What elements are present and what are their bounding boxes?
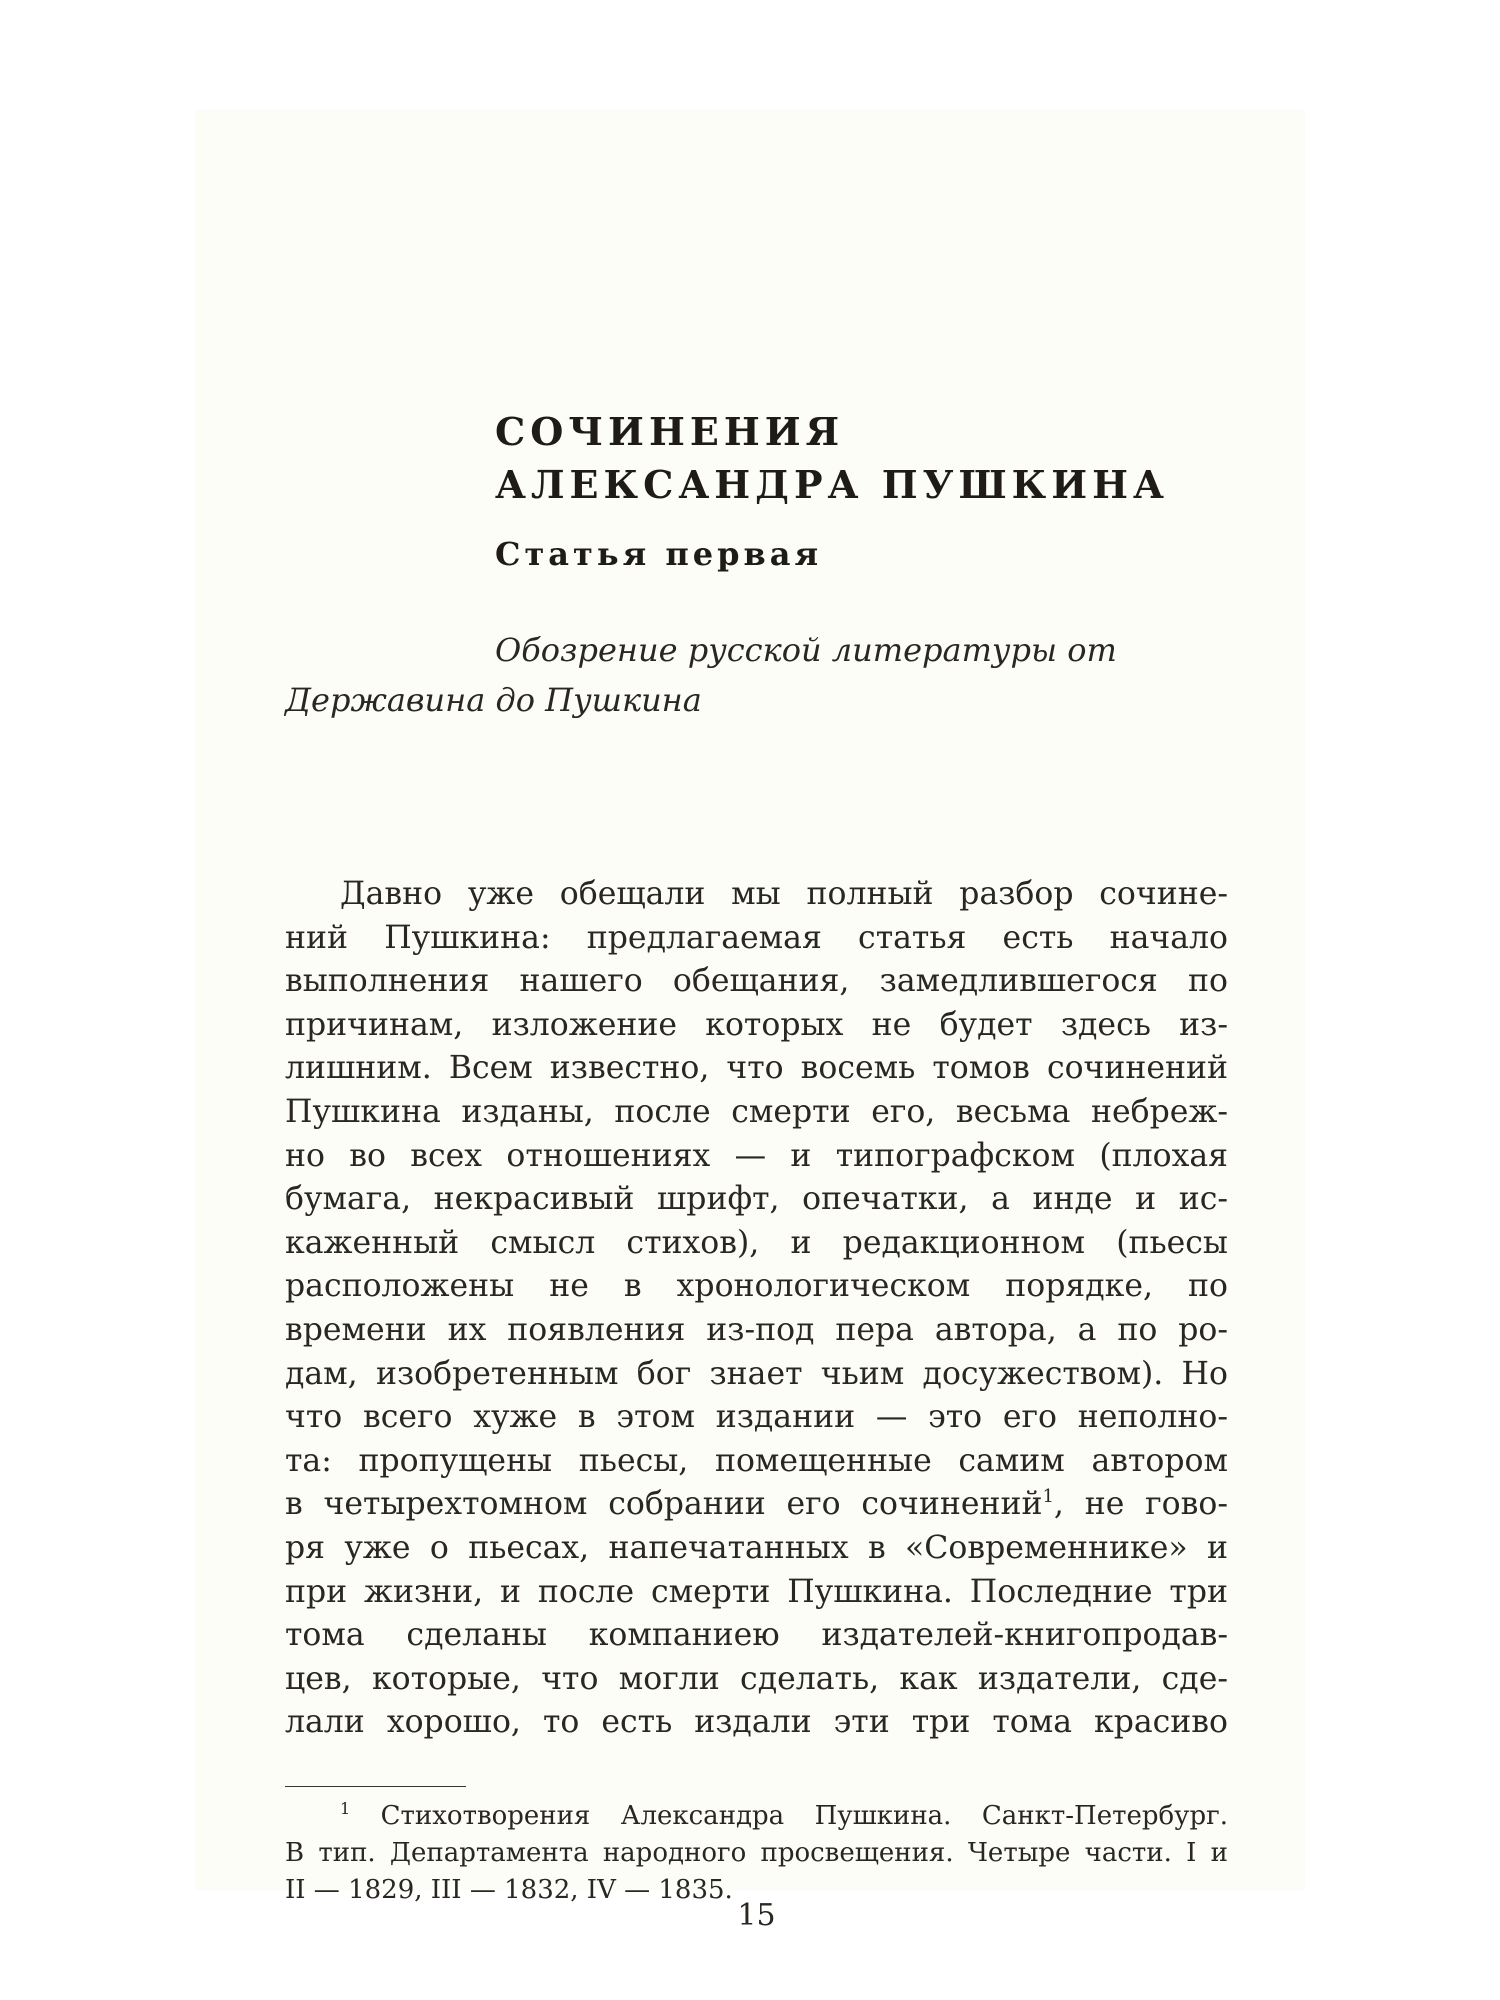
chapter-title-line-1: СОЧИНЕНИЯ bbox=[495, 409, 845, 454]
body-line: лишним. Всем известно, что восемь томов сочинений bbox=[285, 1050, 1228, 1087]
body-line: ний Пушкина: предлагаемая статья есть начало bbox=[285, 919, 1228, 956]
body-line: Давно уже обещали мы полный разбор сочине- bbox=[340, 876, 1228, 912]
body-line: но во всех отношениях — и типографском (плохая bbox=[285, 1137, 1228, 1174]
body-line: Пушкина изданы, после смерти его, весьма небреж- bbox=[285, 1093, 1228, 1130]
body-line: та: пропущены пьесы, помещенные самим автором bbox=[285, 1442, 1228, 1479]
footnote-marker: 1 bbox=[340, 1799, 351, 1818]
footnote-reference[interactable]: 1 bbox=[1042, 1486, 1054, 1508]
body-line: лали хорошо, то есть издали эти три тома красиво bbox=[285, 1704, 1228, 1741]
page-number: 15 bbox=[737, 1898, 776, 1933]
body-line: каженный смысл стихов), и редакционном (пьесы bbox=[285, 1224, 1228, 1261]
body-line: дам, изобретенным бог знает чьим досужеством). Но bbox=[285, 1355, 1228, 1392]
chapter-subtitle: Статья первая bbox=[495, 535, 823, 573]
epigraph-line-1: Обозрение русской литературы от bbox=[495, 631, 1117, 669]
footnote bbox=[285, 1798, 1228, 1909]
footnote-text: Стихотворения Александра Пушкина. Санкт-Петербург. bbox=[380, 1801, 1228, 1831]
footnote-line-3: II — 1829, III — 1832, IV — 1835. bbox=[285, 1875, 733, 1905]
body-line: при жизни, и после смерти Пушкина. Последние три bbox=[285, 1573, 1228, 1610]
chapter-title-line-2: АЛЕКСАНДРА ПУШКИНА bbox=[495, 462, 1169, 507]
body-line-suffix: , не гово- bbox=[1053, 1486, 1228, 1523]
body-line: тома сделаны компаниею издателей-книгопродав- bbox=[285, 1617, 1228, 1654]
book-page bbox=[195, 110, 1305, 1933]
body-line: ря уже о пьесах, напечатанных в «Современнике» и bbox=[285, 1529, 1228, 1566]
body-line: бумага, некрасивый шрифт, опечатки, а инде и ис- bbox=[285, 1181, 1228, 1218]
chapter-title bbox=[495, 405, 1169, 511]
body-line: времени их появления из-под пера автора, а по ро- bbox=[285, 1311, 1228, 1348]
body-line: причинам, изложение которых не будет здесь из- bbox=[285, 1006, 1228, 1043]
body-line: расположены не в хронологическом порядке, по bbox=[285, 1268, 1228, 1305]
body-line: выполнения нашего обещания, замедлившегося по bbox=[285, 963, 1228, 1000]
footnote-line-2: В тип. Департамента народного просвещения. Четыре части. I и bbox=[285, 1838, 1228, 1868]
body-line: цев, которые, что могли сделать, как издатели, сде- bbox=[285, 1660, 1228, 1697]
epigraph-line-2: Державина до Пушкина bbox=[285, 681, 702, 719]
footnote-divider bbox=[285, 1786, 466, 1787]
body-line-text: в четырехтомном собрании его сочинений bbox=[285, 1486, 1043, 1523]
body-line: что всего хуже в этом издании — это его неполно- bbox=[285, 1399, 1228, 1436]
footnote-line-1 bbox=[285, 1798, 1228, 1835]
body-paragraph bbox=[285, 873, 1228, 1745]
epigraph bbox=[285, 625, 1228, 725]
body-line-with-footnote bbox=[285, 1483, 1228, 1527]
